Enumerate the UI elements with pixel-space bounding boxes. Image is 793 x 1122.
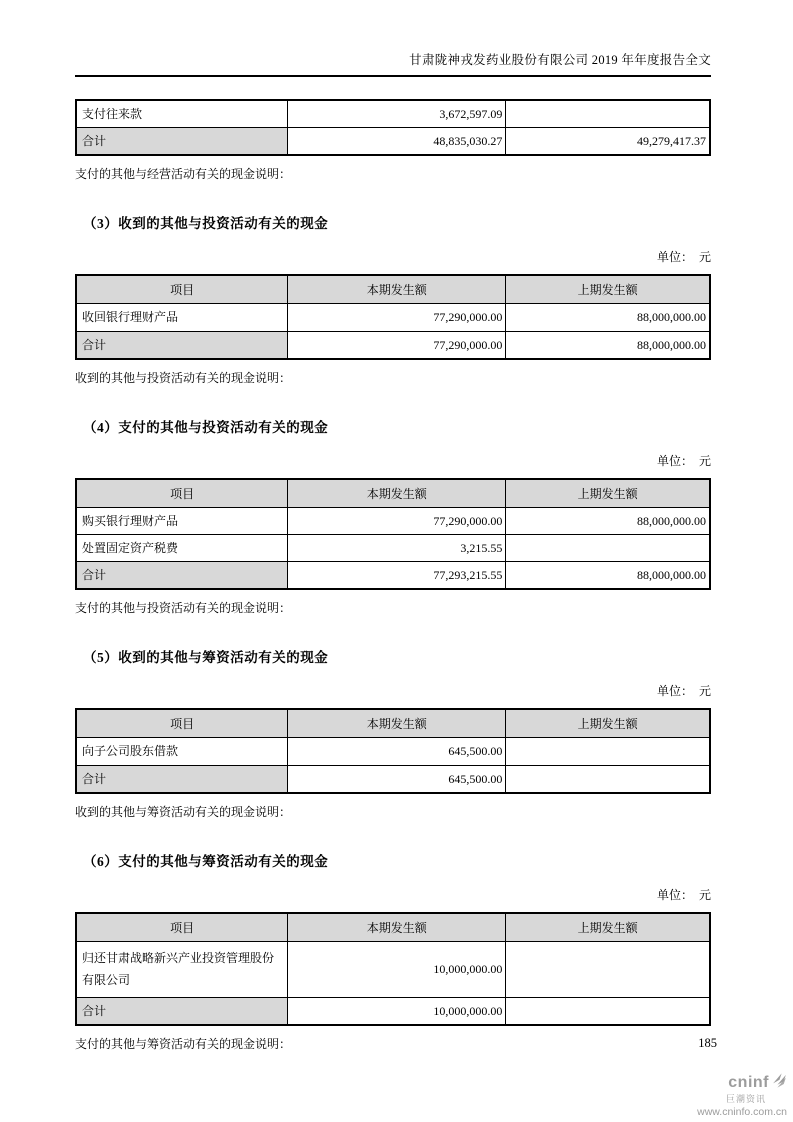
item-cell: 合计	[76, 128, 288, 156]
col-header-previous: 上期发生额	[506, 275, 710, 304]
prior-period-cell	[506, 100, 710, 128]
col-header-current: 本期发生额	[288, 913, 506, 942]
unit-label: 单位： 元	[656, 887, 711, 902]
item-cell: 合计	[76, 765, 288, 793]
current-period-cell: 77,293,215.55	[288, 562, 506, 590]
current-period-cell: 77,290,000.00	[288, 304, 506, 331]
header-row	[76, 479, 710, 508]
header-row	[76, 275, 710, 304]
current-period-cell: 3,672,597.09	[288, 100, 506, 128]
section-heading-6: （6）支付的其他与筹资活动有关的现金	[83, 853, 329, 869]
header-row	[76, 913, 710, 942]
prior-period-cell	[506, 941, 710, 998]
investing-received-note: 收到的其他与投资活动有关的现金说明：	[75, 370, 292, 385]
col-header-current: 本期发生额	[288, 275, 506, 304]
prior-period-cell: 88,000,000.00	[506, 562, 710, 590]
col-header-previous: 上期发生额	[506, 479, 710, 508]
cninfo-logo-url: www.cninfo.com.cn	[697, 1106, 787, 1118]
prior-period-cell: 88,000,000.00	[506, 304, 710, 331]
cninfo-logo	[693, 1072, 788, 1118]
item-cell: 归还甘肃战略新兴产业投资管理股份有限公司	[76, 941, 288, 998]
current-period-cell: 77,290,000.00	[288, 331, 506, 359]
table-row	[76, 100, 710, 128]
investing-received-table	[75, 274, 711, 359]
current-period-cell: 3,215.55	[288, 534, 506, 561]
col-header-current: 本期发生额	[288, 709, 506, 738]
prior-period-cell	[506, 534, 710, 561]
table-row	[76, 507, 710, 534]
col-header-current: 本期发生额	[288, 479, 506, 508]
item-cell: 支付往来款	[76, 100, 288, 128]
current-period-cell: 645,500.00	[288, 765, 506, 793]
current-period-cell: 10,000,000.00	[288, 941, 506, 998]
financing-paid-note: 支付的其他与筹资活动有关的现金说明：	[75, 1037, 292, 1052]
col-header-item: 项目	[76, 709, 288, 738]
prior-period-cell: 88,000,000.00	[506, 507, 710, 534]
unit-label: 单位： 元	[656, 250, 711, 265]
total-row	[76, 765, 710, 793]
item-cell: 合计	[76, 998, 288, 1026]
report-header-title: 甘肃陇神戎发药业股份有限公司 2019 年年度报告全文	[409, 53, 711, 67]
financing-received-table	[75, 708, 711, 793]
header-row	[76, 709, 710, 738]
col-header-item: 项目	[76, 913, 288, 942]
item-cell: 处置固定资产税费	[76, 534, 288, 561]
table-row	[76, 534, 710, 561]
table-row	[76, 738, 710, 765]
item-cell: 合计	[76, 562, 288, 590]
total-row	[76, 562, 710, 590]
unit-label: 单位： 元	[656, 684, 711, 699]
prior-period-cell	[506, 998, 710, 1026]
prior-period-cell	[506, 738, 710, 765]
investing-paid-table	[75, 478, 711, 591]
cninfo-brand-text: cninf	[728, 1073, 769, 1091]
total-row	[76, 128, 710, 156]
item-cell: 向子公司股东借款	[76, 738, 288, 765]
current-period-cell: 48,835,030.27	[288, 128, 506, 156]
financing-received-note: 收到的其他与筹资活动有关的现金说明：	[75, 804, 292, 819]
col-header-previous: 上期发生额	[506, 709, 710, 738]
page-number: 185	[698, 1036, 717, 1050]
total-row	[76, 331, 710, 359]
unit-label: 单位： 元	[656, 453, 711, 468]
prior-period-cell: 88,000,000.00	[506, 331, 710, 359]
cninfo-logo-icon	[771, 1072, 788, 1093]
total-row	[76, 998, 710, 1026]
prior-period-cell	[506, 765, 710, 793]
section-heading-4: （4）支付的其他与投资活动有关的现金	[83, 419, 329, 435]
cninfo-logo-name: 巨潮资讯	[725, 1094, 766, 1104]
section-heading-5: （5）收到的其他与筹资活动有关的现金	[83, 650, 329, 666]
table-row	[76, 941, 710, 998]
col-header-item: 项目	[76, 275, 288, 304]
investing-paid-note: 支付的其他与投资活动有关的现金说明：	[75, 601, 292, 616]
current-period-cell: 77,290,000.00	[288, 507, 506, 534]
current-period-cell: 645,500.00	[288, 738, 506, 765]
item-cell: 购买银行理财产品	[76, 507, 288, 534]
table-row	[76, 304, 710, 331]
item-cell: 合计	[76, 331, 288, 359]
col-header-item: 项目	[76, 479, 288, 508]
section-heading-3: （3）收到的其他与投资活动有关的现金	[83, 216, 329, 232]
prior-period-cell: 49,279,417.37	[506, 128, 710, 156]
report-header	[75, 0, 711, 77]
financing-paid-table	[75, 912, 711, 1027]
current-period-cell: 10,000,000.00	[288, 998, 506, 1026]
operating-cash-table-continued	[75, 99, 711, 156]
col-header-previous: 上期发生额	[506, 913, 710, 942]
item-cell: 收回银行理财产品	[76, 304, 288, 331]
operating-cash-note: 支付的其他与经营活动有关的现金说明：	[75, 167, 292, 182]
